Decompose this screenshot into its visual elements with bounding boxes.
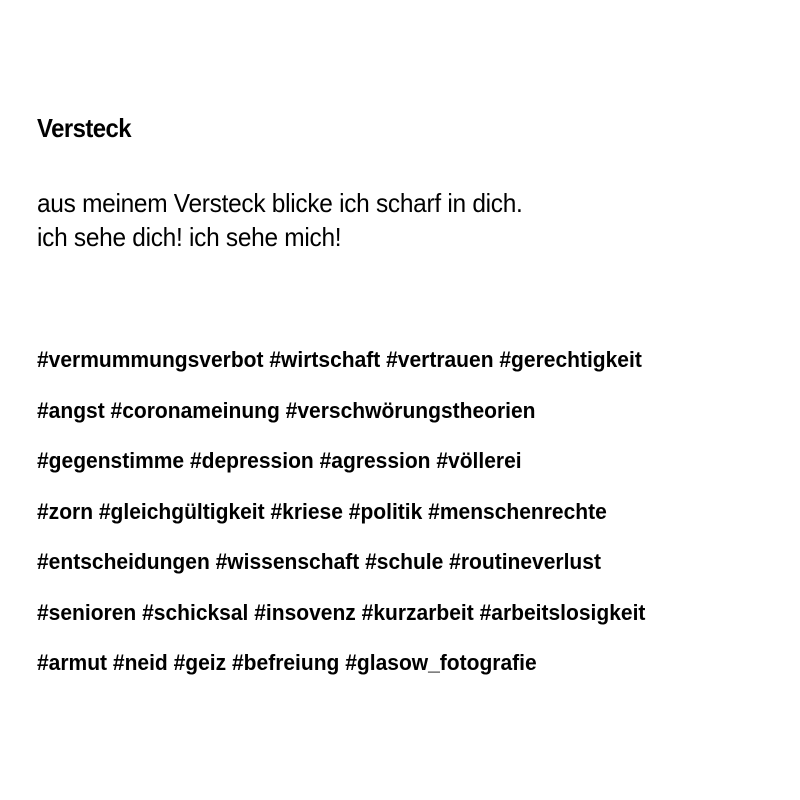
hashtag-line: #vermummungsverbot #wirtschaft #vertrauen #gerechtigkeit bbox=[37, 347, 642, 372]
hashtag-block bbox=[37, 335, 674, 689]
hashtag-line: #entscheidungen #wissenschaft #schule #routineverlust bbox=[37, 549, 601, 574]
hashtag-line: #zorn #gleichgültigkeit #kriese #politik #menschenrechte bbox=[37, 498, 607, 524]
hashtag-line: #senioren #schicksal #insovenz #kurzarbeit #arbeitslosigkeit bbox=[37, 599, 646, 625]
hashtag-line: #armut #neid #geiz #befreiung #glasow_fotografie bbox=[37, 650, 537, 675]
hashtag-line: #angst #coronameinung #verschwörungstheorien bbox=[37, 397, 536, 423]
poem-line: aus meinem Versteck blicke ich scharf in dich. bbox=[37, 188, 523, 218]
hashtag-line: #gegenstimme #depression #agression #völlerei bbox=[37, 448, 522, 473]
poem-text bbox=[37, 186, 554, 254]
post-title: Versteck bbox=[37, 113, 132, 143]
poem-line: ich sehe dich! ich sehe mich! bbox=[37, 222, 342, 252]
